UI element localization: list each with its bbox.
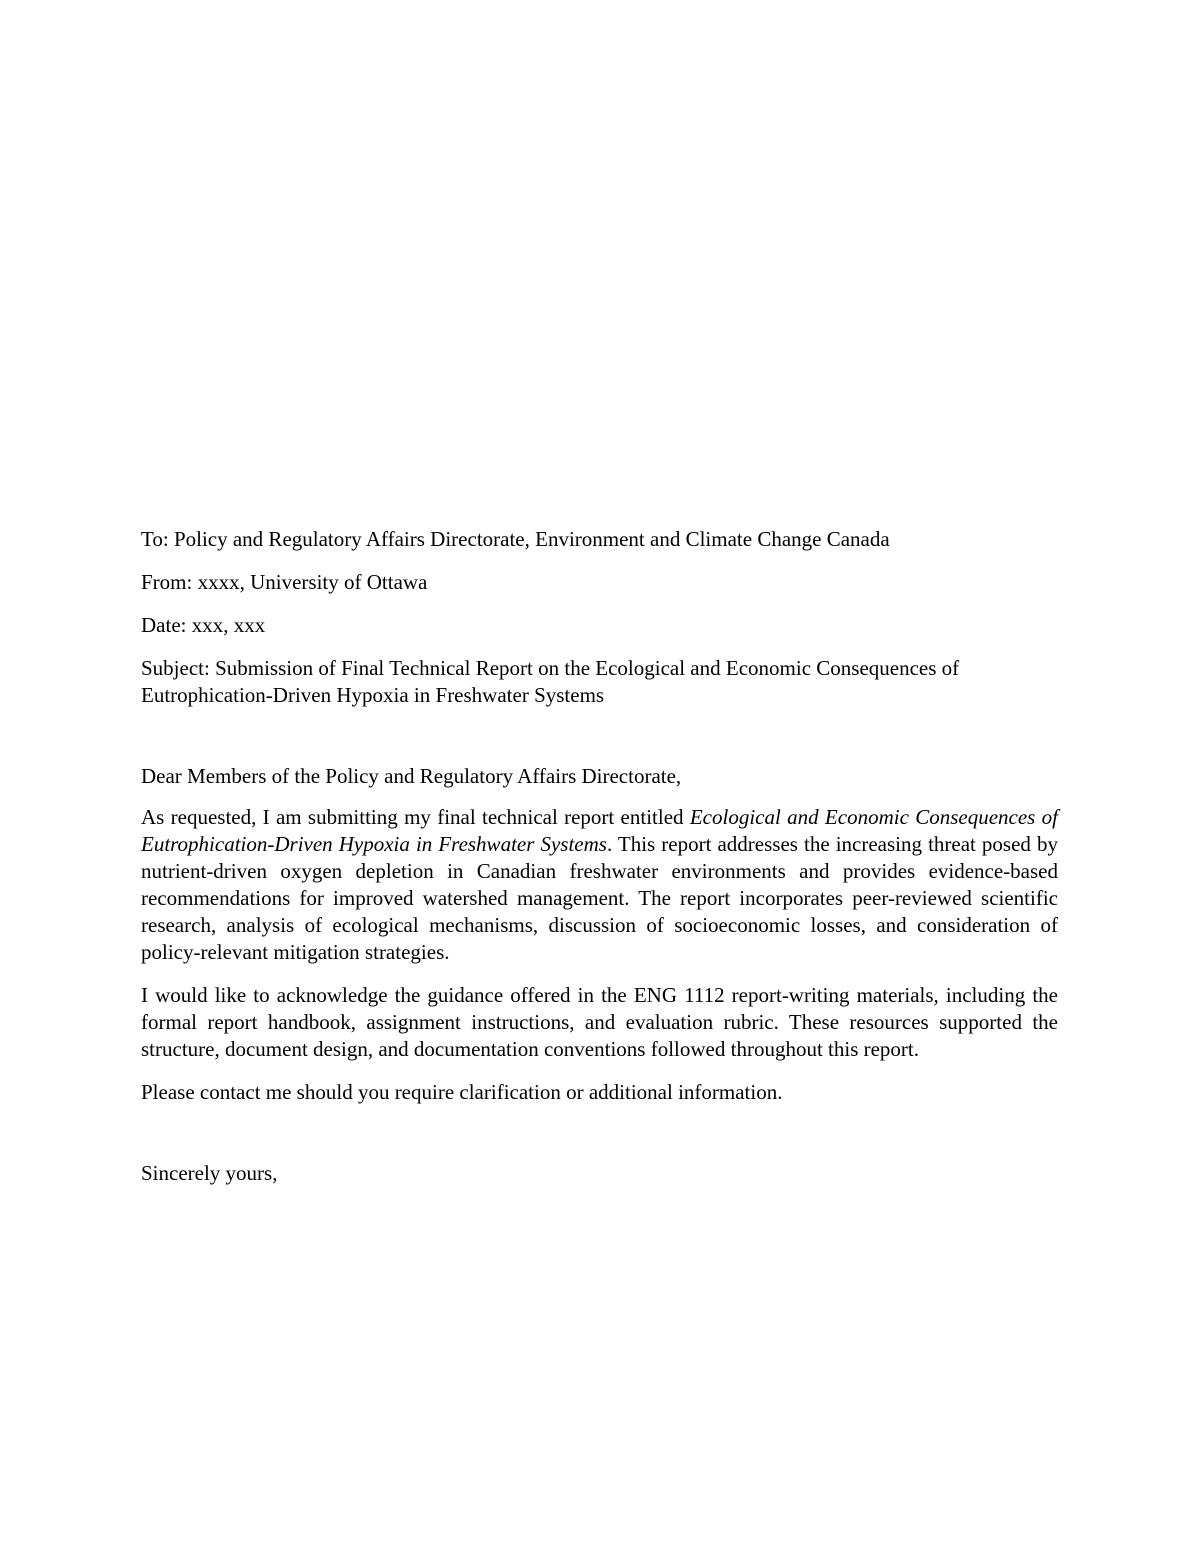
memo-to-line: To: Policy and Regulatory Affairs Directorate, Environment and Climate Change Canada — [141, 527, 890, 551]
paragraph-1-lead: As requested, I am submitting my final technical report entitled — [141, 805, 690, 829]
closing: Sincerely yours, — [141, 1161, 278, 1185]
transmittal-letter — [141, 526, 1058, 1203]
body-paragraph-2: I would like to acknowledge the guidance offered in the ENG 1112 report-writing materials, including the formal report handbook, assignment instructions, and evaluation rubric. These resources supported the structure, document design, and documentation conventions followed throughout this report. — [141, 983, 1058, 1061]
memo-from-line: From: xxxx, University of Ottawa — [141, 570, 428, 594]
report-title-italic: Ecological and Economic Consequences of Eutrophication-Driven Hypoxia in Freshwater Systems — [141, 805, 1058, 856]
body-paragraph-3: Please contact me should you require clarification or additional information. — [141, 1080, 783, 1104]
body-paragraph-1 — [141, 804, 1058, 966]
paragraph-1-rest: . This report addresses the increasing threat posed by nutrient-driven oxygen depletion in Canadian freshwater environments and provides evidence-based recommendations for improved watershed management. The report incorporates peer-reviewed scientific research, analysis of ecological mechanisms, discussion of socioeconomic losses, and consideration of policy-relevant mitigation strategies. — [141, 832, 1058, 964]
memo-date-line: Date: xxx, xxx — [141, 613, 266, 637]
memo-subject-line: Subject: Submission of Final Technical Report on the Ecological and Economic Consequences of Eutrophication-Driven Hypoxia in Freshwater Systems — [141, 656, 960, 707]
salutation: Dear Members of the Policy and Regulatory Affairs Directorate, — [141, 764, 682, 788]
